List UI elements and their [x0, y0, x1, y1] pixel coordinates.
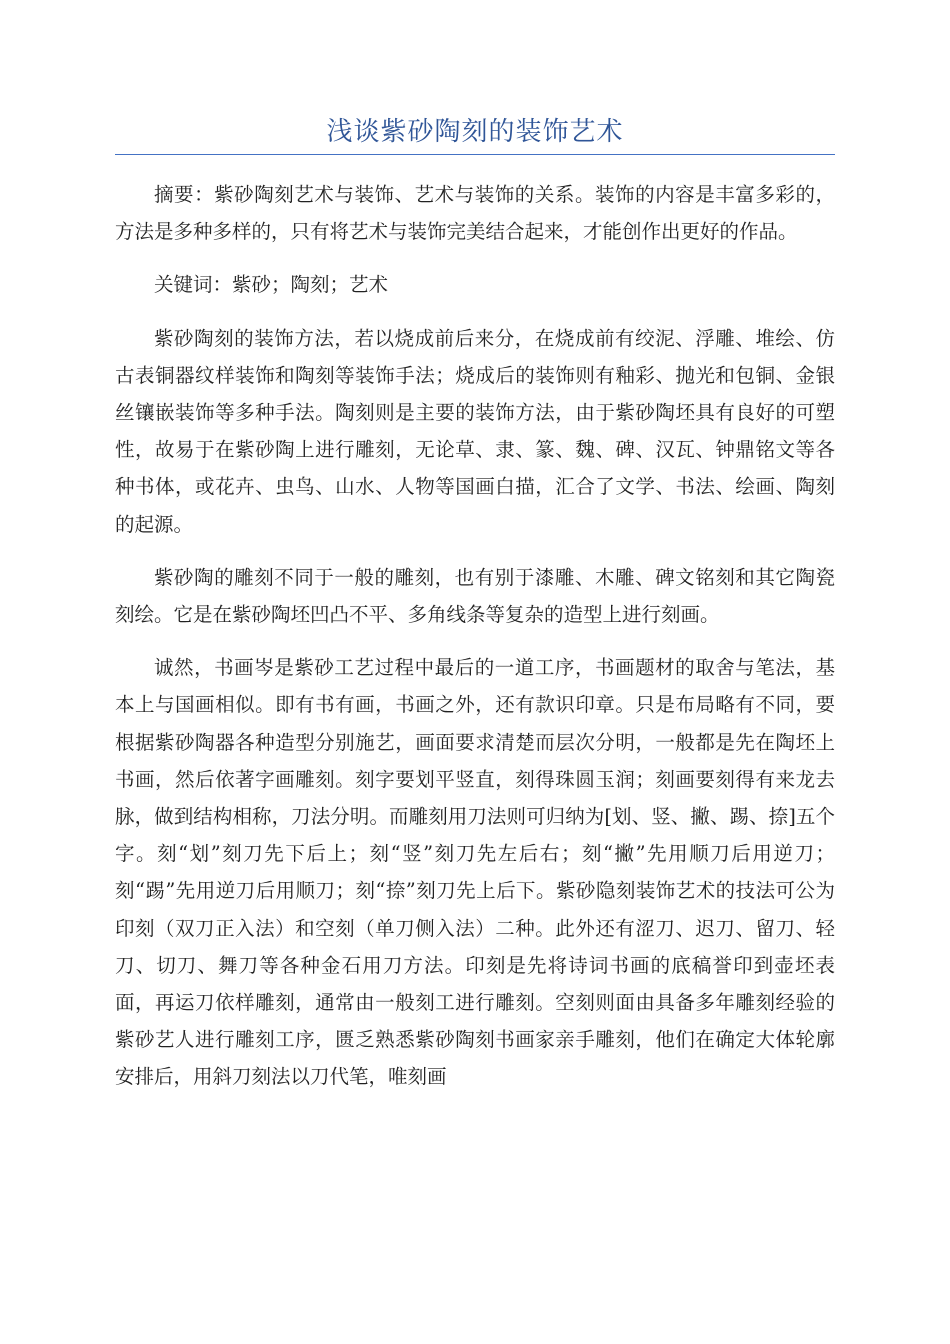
body-paragraph: 紫砂陶刻的装饰方法，若以烧成前后来分，在烧成前有绞泥、浮雕、堆绘、仿古表铜器纹样装饰和陶刻等装饰手法；烧成后的装饰则有釉彩、抛光和包铜、金银丝镶嵌装饰等多种手法。陶刻则是主要的装饰方法，由于紫砂陶坯具有良好的可塑性，故易于在紫砂陶上进行雕刻，无论草、隶、篆、魏、碑、汉瓦、钟鼎铭文等各种书体，或花卉、虫鸟、山水、人物等国画白描，汇合了文学、书法、绘画、陶刻的起源。: [115, 326, 835, 536]
document-body: [115, 176, 835, 1112]
keywords-paragraph: 关键词：紫砂；陶刻；艺术: [154, 273, 389, 297]
abstract-paragraph: 摘要：紫砂陶刻艺术与装饰、艺术与装饰的关系。装饰的内容是丰富多彩的，方法是多种多样的，只有将艺术与装饰完美结合起来，才能创作出更好的作品。: [115, 183, 835, 244]
body-paragraph: 诚然，书画岑是紫砂工艺过程中最后的一道工序，书画题材的取舍与笔法，基本上与国画相似。即有书有画，书画之外，还有款识印章。只是布局略有不同，要根据紫砂陶器各种造型分别施艺，画面要求清楚而层次分明，一般都是先在陶坯上书画，然后依著字画雕刻。刻字要划平竖直，刻得珠圆玉润；刻画要刻得有来龙去脉，做到结构相称，刀法分明。而雕刻用刀法则可归纳为[划、竖、撇、踢、捺]五个字。刻“划”刻刀先下后上；刻“竖”刻刀先左后右；刻“撇”先用顺刀后用逆刀；刻“踢”先用逆刀后用顺刀；刻“捺”刻刀先上后下。紫砂隐刻装饰艺术的技法可公为印刻（双刀正入法）和空刻（单刀侧入法）二种。此外还有涩刀、迟刀、留刀、轻刀、切刀、舞刀等各种金石用刀方法。印刻是先将诗词书画的底稿誉印到壶坯表面，再运刀依样雕刻，通常由一般刻工进行雕刻。空刻则面由具备多年雕刻经验的紫砂艺人进行雕刻工序，匮乏熟悉紫砂陶刻书画家亲手雕刻，他们在确定大体轮廓安排后，用斜刀刻法以刀代笔，唯刻画: [115, 656, 835, 1089]
body-paragraph: 紫砂陶的雕刻不同于一般的雕刻，也有别于漆雕、木雕、碑文铭刻和其它陶瓷刻绘。它是在紫砂陶坯凹凸不平、多角线条等复杂的造型上进行刻画。: [115, 565, 835, 627]
title-underline: [115, 154, 835, 155]
document-title: 浅谈紫砂陶刻的装饰艺术: [326, 117, 624, 147]
